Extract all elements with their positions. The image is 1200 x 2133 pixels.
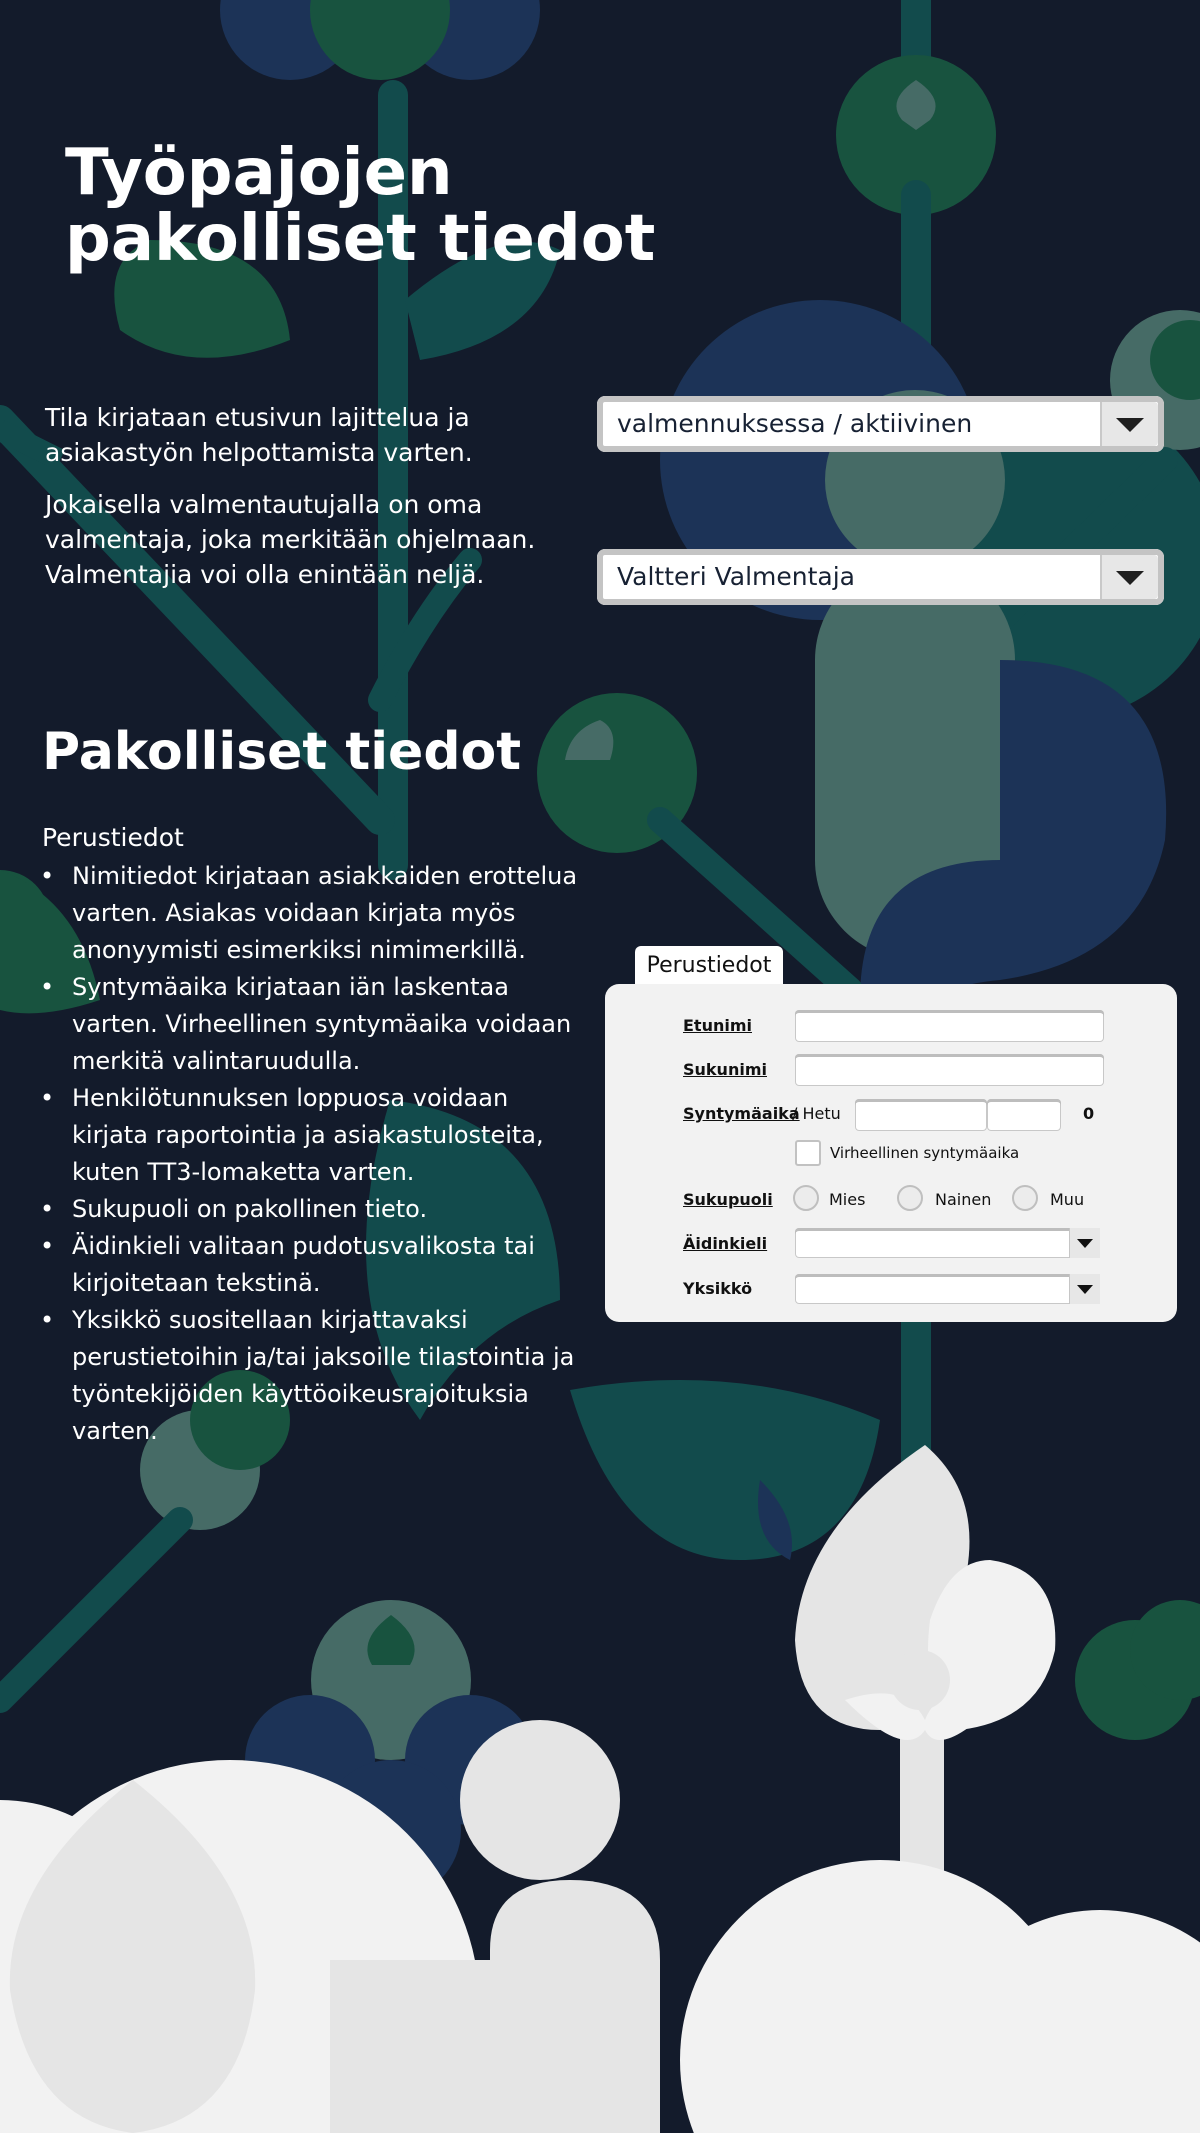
unit-select-toggle[interactable]: [1069, 1274, 1100, 1304]
gender-option-nainen: Nainen: [935, 1190, 992, 1209]
title-line-2: pakolliset tiedot: [65, 202, 656, 276]
list-item: • Sukupuoli on pakollinen tieto.: [40, 1191, 580, 1228]
section-subheading: Perustiedot: [42, 823, 184, 852]
language-label: Äidinkieli: [683, 1234, 768, 1253]
language-select[interactable]: [795, 1228, 1100, 1258]
list-item: • Syntymäaika kirjataan iän laskentaa varten. Virheellinen syntymäaika voidaan merkitä valintaruudulla.: [40, 969, 580, 1080]
basic-info-form: [605, 984, 1177, 1322]
gender-radio-nainen[interactable]: [897, 1185, 923, 1211]
status-select-toggle[interactable]: [1100, 402, 1158, 446]
gender-option-muu: Muu: [1050, 1190, 1085, 1209]
gender-option-mies: Mies: [829, 1190, 866, 1209]
hetu-label: / Hetu: [792, 1104, 841, 1123]
first-name-label: Etunimi: [683, 1016, 752, 1035]
unit-label: Yksikkö: [683, 1279, 753, 1298]
unit-select[interactable]: [795, 1274, 1100, 1304]
invalid-birthdate-label: Virheellinen syntymäaika: [830, 1144, 1020, 1162]
status-select-value: valmennuksessa / aktiivinen: [617, 409, 973, 438]
chevron-down-icon: [1077, 1239, 1093, 1248]
list-item: • Nimitiedot kirjataan asiakkaiden erottelua varten. Asiakas voidaan kirjata myös anonyymisti esimerkiksi nimimerkillä.: [40, 858, 580, 969]
gender-radio-muu[interactable]: [1012, 1185, 1038, 1211]
page-title: [65, 136, 656, 276]
language-select-toggle[interactable]: [1069, 1228, 1100, 1258]
coach-select-toggle[interactable]: [1100, 555, 1158, 599]
list-item: • Yksikkö suositellaan kirjattavaksi perustietoihin ja/tai jaksoille tilastointia ja työntekijöiden käyttöoikeusrajoituksia varten.: [40, 1302, 580, 1450]
hetu-counter: 0: [1083, 1104, 1095, 1123]
section-heading: Pakolliset tiedot: [42, 722, 522, 782]
list-item: • Henkilötunnuksen loppuosa voidaan kirjata raportointia ja asiakastulosteita, kuten TT3-lomaketta varten.: [40, 1080, 580, 1191]
list-item: • Äidinkieli valitaan pudotusvalikosta tai kirjoitetaan tekstinä.: [40, 1228, 580, 1302]
gender-label: Sukupuoli: [683, 1190, 773, 1209]
status-select[interactable]: [597, 396, 1164, 452]
chevron-down-icon: [1077, 1285, 1093, 1294]
birthdate-field[interactable]: [855, 1099, 987, 1131]
last-name-label: Sukunimi: [683, 1060, 767, 1079]
requirements-list: [40, 858, 580, 1450]
status-description: Tila kirjataan etusivun lajittelua ja asiakastyön helpottamista varten.: [45, 403, 473, 467]
coach-select[interactable]: [597, 549, 1164, 605]
gender-radio-mies[interactable]: [793, 1185, 819, 1211]
coach-description: Jokaisella valmentautujalla on oma valmentaja, joka merkitään ohjelmaan. Valmentajia voi olla enintään neljä.: [45, 490, 536, 589]
chevron-down-icon: [1116, 418, 1144, 432]
title-line-1: Työpajojen: [65, 136, 453, 210]
chevron-down-icon: [1116, 571, 1144, 585]
first-name-field[interactable]: [795, 1010, 1104, 1042]
invalid-birthdate-checkbox[interactable]: [795, 1140, 821, 1166]
coach-select-value: Valtteri Valmentaja: [617, 562, 855, 591]
tab-perustiedot[interactable]: Perustiedot: [635, 946, 783, 988]
last-name-field[interactable]: [795, 1054, 1104, 1086]
birthdate-label: Syntymäaika: [683, 1104, 800, 1123]
hetu-field[interactable]: [987, 1099, 1061, 1131]
